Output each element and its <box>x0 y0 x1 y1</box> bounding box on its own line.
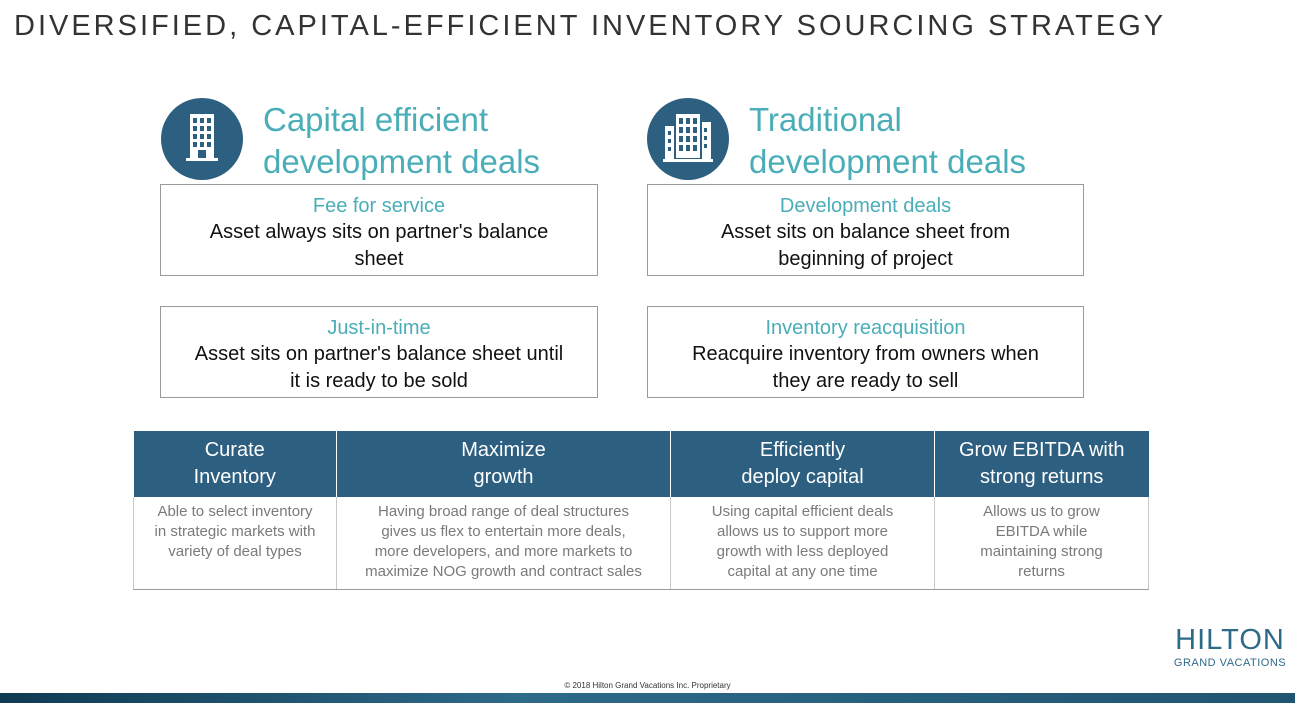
description-line: more developers, and more markets to <box>374 543 633 560</box>
pillar-header-line: Efficiently <box>759 439 846 461</box>
box-text: Reacquire inventory from owners when <box>692 343 1039 365</box>
box-text: it is ready to be sold <box>290 370 468 392</box>
pillar-description <box>337 497 671 589</box>
description-line: Allows us to grow <box>983 503 1100 520</box>
strategy-pillars-table <box>133 431 1149 590</box>
description-line: variety of deal types <box>168 543 302 560</box>
description-line: EBITDA while <box>995 523 1088 540</box>
building-icon <box>161 98 243 180</box>
description-line: maximize NOG growth and contract sales <box>365 563 642 580</box>
pillar-header-line: Maximize <box>461 439 546 461</box>
description-line: returns <box>1018 563 1065 580</box>
pillar-header-line: strong returns <box>980 466 1104 488</box>
description-line: Having broad range of deal structures <box>378 503 629 520</box>
box-text: they are ready to sell <box>772 370 959 392</box>
box-title: Development deals <box>779 195 952 217</box>
table-row <box>134 497 1149 589</box>
heading-line: Traditional <box>749 101 902 138</box>
description-line: Able to select inventory <box>157 503 313 520</box>
description-line: gives us flex to entertain more deals, <box>381 523 626 540</box>
description-line: allows us to support more <box>717 523 888 540</box>
box-title: Fee for service <box>312 195 446 217</box>
inventory-reacquisition-box <box>647 306 1084 398</box>
description-line: growth with less deployed <box>716 543 889 560</box>
pillar-header-line: deploy capital <box>741 466 864 488</box>
pillar-description <box>134 497 337 589</box>
development-deals-box <box>647 184 1084 276</box>
page-title: DIVERSIFIED, CAPITAL-EFFICIENT INVENTORY SOURCING STRATEGY <box>14 10 1167 42</box>
description-line: in strategic markets with <box>154 523 316 540</box>
copyright-note: © 2018 Hilton Grand Vacations Inc. Proprietary <box>564 681 731 690</box>
box-text: sheet <box>354 248 404 270</box>
box-text: Asset sits on balance sheet from <box>720 221 1011 243</box>
description-line: maintaining strong <box>980 543 1103 560</box>
section-heading-traditional <box>749 99 1026 183</box>
pillar-header-line: Curate <box>204 439 265 461</box>
pillar-header <box>134 431 337 497</box>
pillar-header <box>935 431 1149 497</box>
heading-line: development deals <box>263 143 541 180</box>
box-text: beginning of project <box>778 248 953 270</box>
hilton-logo-subtitle: GRAND VACATIONS <box>1173 657 1287 669</box>
fee-for-service-box <box>160 184 598 276</box>
hilton-logo: HILTON <box>1175 624 1285 656</box>
box-text: Asset always sits on partner's balance <box>209 221 549 243</box>
just-in-time-box <box>160 306 598 398</box>
pillar-header-line: Inventory <box>193 466 276 488</box>
heading-line: development deals <box>749 143 1027 180</box>
box-text: Asset sits on partner's balance sheet until <box>194 343 564 365</box>
description-line: Using capital efficient deals <box>711 503 894 520</box>
box-title: Just-in-time <box>327 317 431 339</box>
buildings-icon <box>647 98 729 180</box>
bottom-decorative-band <box>0 693 1295 703</box>
pillar-header-line: Grow EBITDA with <box>958 439 1125 461</box>
heading-line: Capital efficient <box>263 101 489 138</box>
pillar-description <box>671 497 935 589</box>
pillar-header <box>337 431 671 497</box>
section-heading-capital-efficient <box>263 99 540 183</box>
pillar-description <box>935 497 1149 589</box>
table-header-row <box>134 431 1149 497</box>
description-line: capital at any one time <box>727 563 878 580</box>
pillar-header <box>671 431 935 497</box>
pillar-header-line: growth <box>473 466 534 488</box>
box-title: Inventory reacquisition <box>765 317 966 339</box>
